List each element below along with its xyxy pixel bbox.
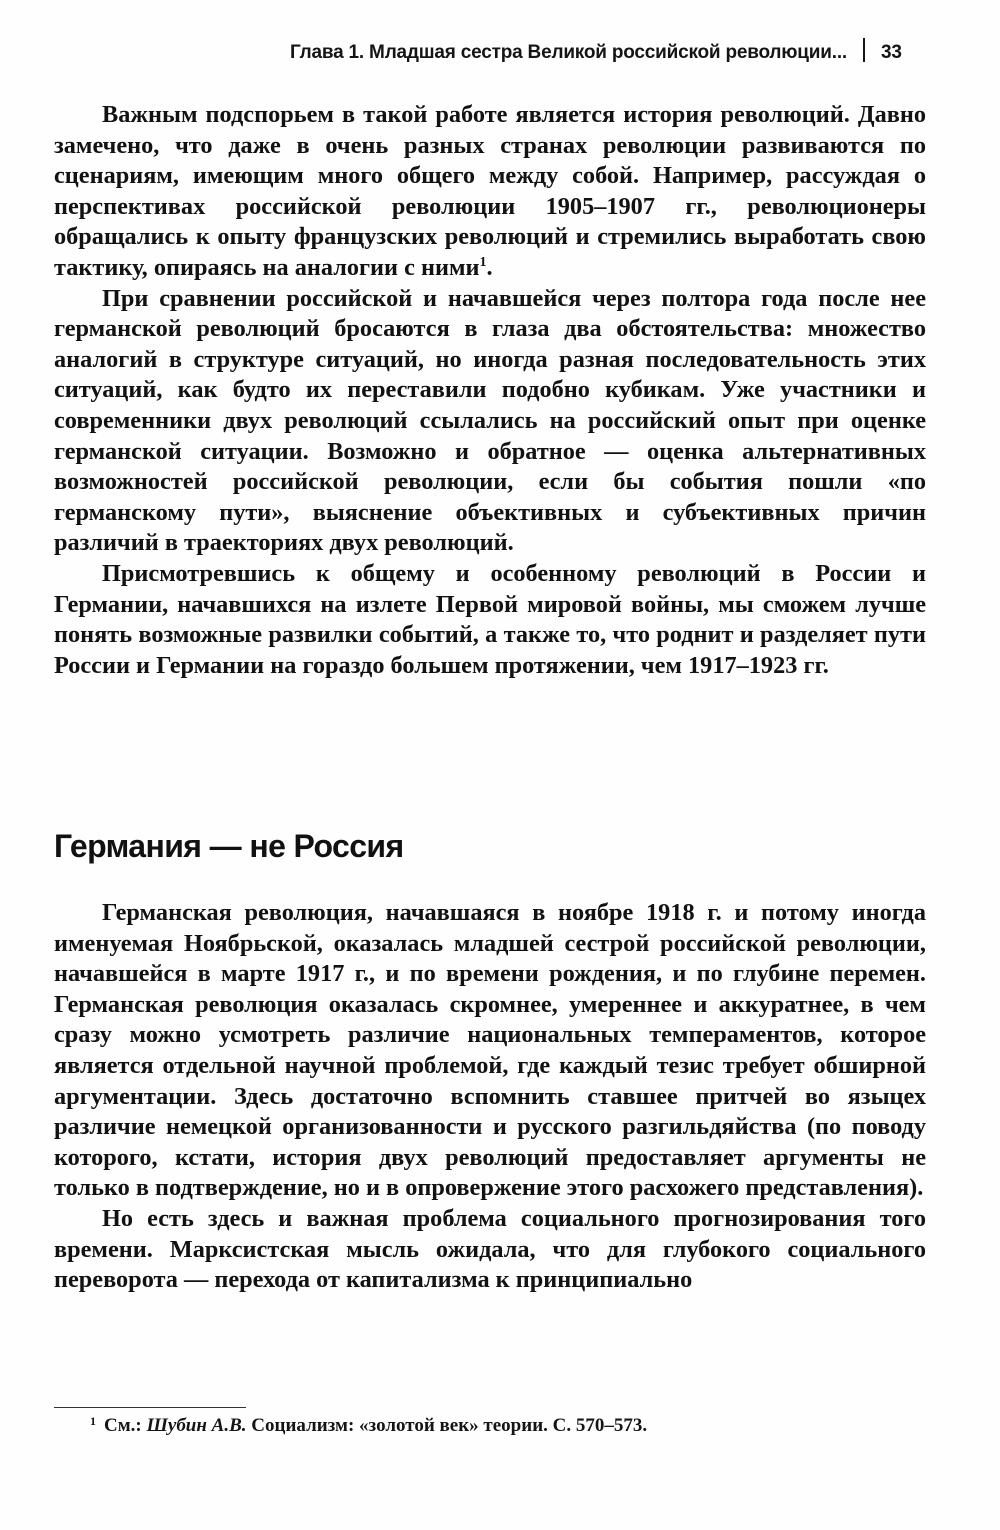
running-header — [290, 38, 940, 68]
page-number: 33 — [880, 42, 902, 63]
section-heading: Германия — не Россия — [54, 828, 404, 864]
header-separator — [863, 38, 865, 62]
footnote-reference[interactable]: 1 — [479, 254, 487, 270]
footnote-divider — [54, 1407, 246, 1408]
chapter-title: Глава 1. Младшая сестра Великой российской революции... — [290, 42, 847, 63]
paragraph-1-text: Важным подспорьем в такой работе является история революций. Давно замечено, что даже в очень разных странах революции развиваются по сценариям, имеющим много общего между собой. Например, рассуждая о перспективах российской революции 1905–1907 гг., революционеры обращались к опыту французских революций и стремились выработать свою тактику, опираясь на аналогии с ними — [54, 101, 926, 281]
paragraph-5: Но есть здесь и важная проблема социального прогнозирования того времени. Марксистская мысль ожидала, что для глубокого социального переворота — перехода от капитализма к принципиально — [54, 1204, 926, 1294]
footnote-source: Социализм: «золотой век» теории. С. 570–573. — [251, 1415, 648, 1436]
paragraph-3: Присмотревшись к общему и особенному революций в России и Германии, начавшихся на излете Первой мировой войны, мы сможем лучше понять возможные развилки событий, а также то, что роднит и разделяет пути России и Германии на гораздо большем протяжении, чем 1917–1923 гг. — [54, 559, 926, 679]
paragraph-1-end: . — [486, 253, 493, 281]
paragraph-4: Германская революция, начавшаяся в ноябре 1918 г. и потому иногда именуемая Ноябрьской, оказалась младшей сестрой российской революции, начавшейся в марте 1917 г., и по времени рождения, и по глубине перемен. Германская революция оказалась скромнее, умереннее и аккуратнее, в чем сразу можно усмотреть различие национальных темпераментов, которое является отдельной научной проблемой, где каждый тезис требует обширной аргументации. Здесь достаточно вспомнить ставшее притчей во языцех различие немецкой организованности и русского разгильдяйства (по поводу которого, кстати, история двух революций предоставляет аргументы не только в подтверждение, но и в опровержение этого расхожего представления). — [54, 899, 926, 1202]
footnote-number: 1 — [90, 1414, 96, 1428]
footnote-prefix: См.: — [104, 1415, 142, 1436]
body-text-top — [54, 100, 926, 681]
footnote — [90, 1414, 930, 1438]
paragraph-2: При сравнении российской и начавшейся через полтора года после нее германской революций бросаются в глаза два обстоятельства: множество аналогий в структуре ситуаций, но иногда разная последовательность этих ситуаций, как будто их переставили подобно кубикам. Уже участники и современники двух революций ссылались на российский опыт при оценке германской ситуации. Возможно и обратное — оценка альтернативных возможностей российской революции, если бы события пошли «по германскому пути», выяснение объективных и субъективных причин различий в траекториях двух революций. — [54, 284, 926, 557]
footnote-author: Шубин А.В. — [146, 1415, 247, 1436]
body-text-section — [54, 898, 926, 1296]
paragraph-1 — [54, 100, 926, 284]
